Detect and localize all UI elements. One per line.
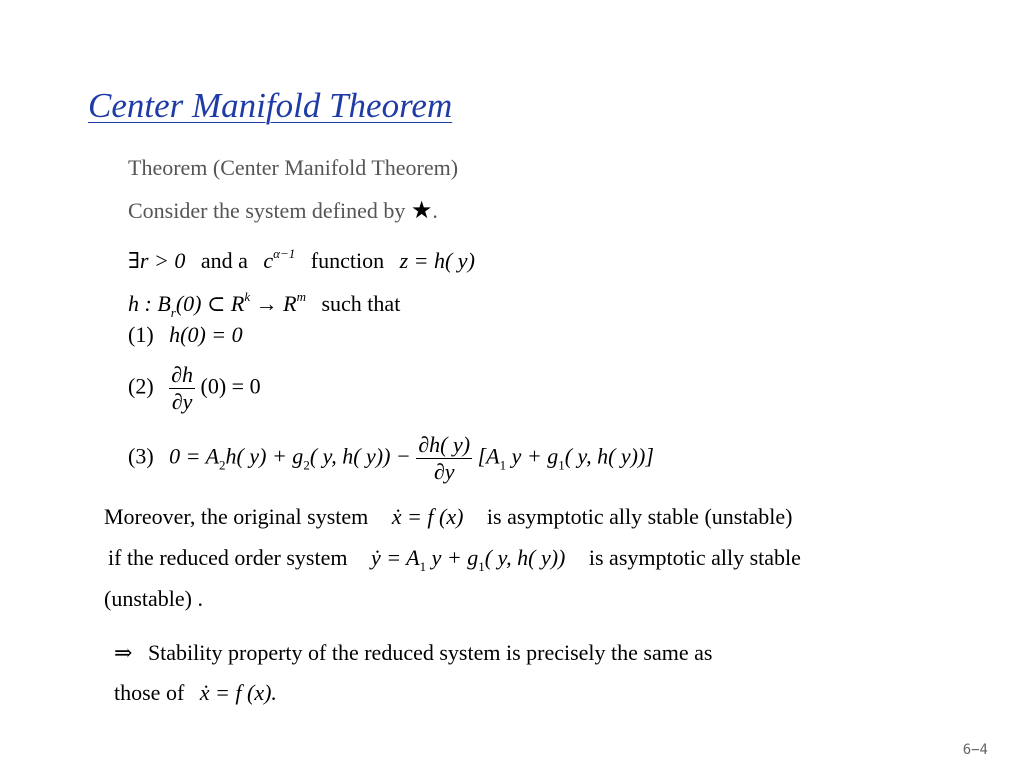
h-map-m: m — [296, 289, 306, 304]
moreover-line-1 — [104, 504, 792, 530]
cond1-label: (1) — [128, 322, 154, 347]
cond3-denominator: ∂y — [433, 459, 455, 484]
moreover-eq-1: ẋ = f (x) — [391, 504, 464, 529]
cond3-numerator: ∂h( y) — [418, 432, 471, 457]
moreover-line-2 — [108, 545, 801, 580]
consider-line: Consider the system defined by ★. — [128, 198, 438, 224]
h-map-r: r — [170, 305, 176, 320]
h-map-b: (0) ⊂ R — [175, 291, 245, 316]
c-base: c — [263, 248, 274, 273]
slide-title: Center Manifold Theorem — [88, 86, 453, 125]
cond3-mid2: ( y, h( y)) − — [309, 443, 411, 469]
consider-text: Consider the system defined by — [128, 198, 406, 223]
cond3-fraction — [416, 432, 472, 485]
conclusion-text-1: Stability property of the reduced system is precisely the same as — [147, 640, 713, 665]
h-map-c: → R — [250, 291, 297, 316]
and-a-text: and a — [200, 248, 248, 273]
conclusion-line-1 — [114, 640, 712, 666]
cond2-denominator: ∂y — [171, 389, 193, 414]
cond2-rest: (0) = 0 — [200, 373, 261, 399]
cond2-label: (2) — [128, 373, 154, 399]
condition-3 — [128, 432, 654, 485]
cond3-br1: [A — [477, 443, 500, 469]
moreover-rest-2: is asymptotic ally stable — [588, 545, 801, 570]
function-word: function — [310, 248, 385, 273]
cond3-a1: 1 — [499, 457, 507, 473]
moreover-g1: 1 — [478, 559, 485, 574]
condition-2 — [128, 362, 261, 415]
exists-line — [128, 241, 475, 274]
conclusion-eq: ẋ = f (x). — [199, 680, 277, 705]
moreover-text-2: if the reduced order system — [108, 545, 348, 570]
moreover-rest-1: is asymptotic ally stable (unstable) — [486, 504, 793, 529]
conclusion-text-2: those of — [114, 680, 185, 705]
cond3-g1: 1 — [558, 457, 565, 473]
z-equation: z = h( y) — [399, 248, 475, 273]
page-number: 6−4 — [962, 742, 988, 758]
theorem-heading: Theorem (Center Manifold Theorem) — [128, 155, 459, 180]
condition-1 — [128, 322, 243, 348]
moreover-text-1: Moreover, the original system — [104, 504, 369, 529]
exists-r: ∃r > 0 — [128, 248, 186, 273]
cond2-fraction — [169, 362, 195, 415]
implies-arrow: ⇒ — [114, 640, 133, 665]
such-that: such that — [321, 291, 401, 316]
moreover-eq-2b: y + g — [426, 545, 479, 570]
cond3-label: (3) — [128, 443, 154, 469]
cond3-y: y + g — [506, 443, 559, 469]
moreover-eq-2c: ( y, h( y)) — [484, 545, 566, 570]
cond3-lhs: 0 = A — [169, 443, 220, 469]
cond3-g2: 2 — [303, 457, 310, 473]
cond3-mid: h( y) + g — [225, 443, 304, 469]
moreover-line-3: (unstable) . — [104, 586, 203, 611]
cond3-end: ( y, h( y))] — [564, 443, 654, 469]
h-map-line — [128, 284, 400, 326]
conclusion-line-2 — [114, 680, 277, 706]
h-map-a: h : B — [128, 291, 171, 316]
cond3-a2: 2 — [219, 457, 226, 473]
h-map-k: k — [244, 289, 251, 304]
moreover-eq-2a: ẏ = A — [370, 545, 420, 570]
star-icon: ★ — [410, 198, 433, 224]
c-exponent: α−1 — [273, 246, 296, 261]
moreover-a1: 1 — [419, 559, 427, 574]
cond1-expr: h(0) = 0 — [169, 322, 243, 347]
cond2-numerator: ∂h — [171, 362, 194, 387]
